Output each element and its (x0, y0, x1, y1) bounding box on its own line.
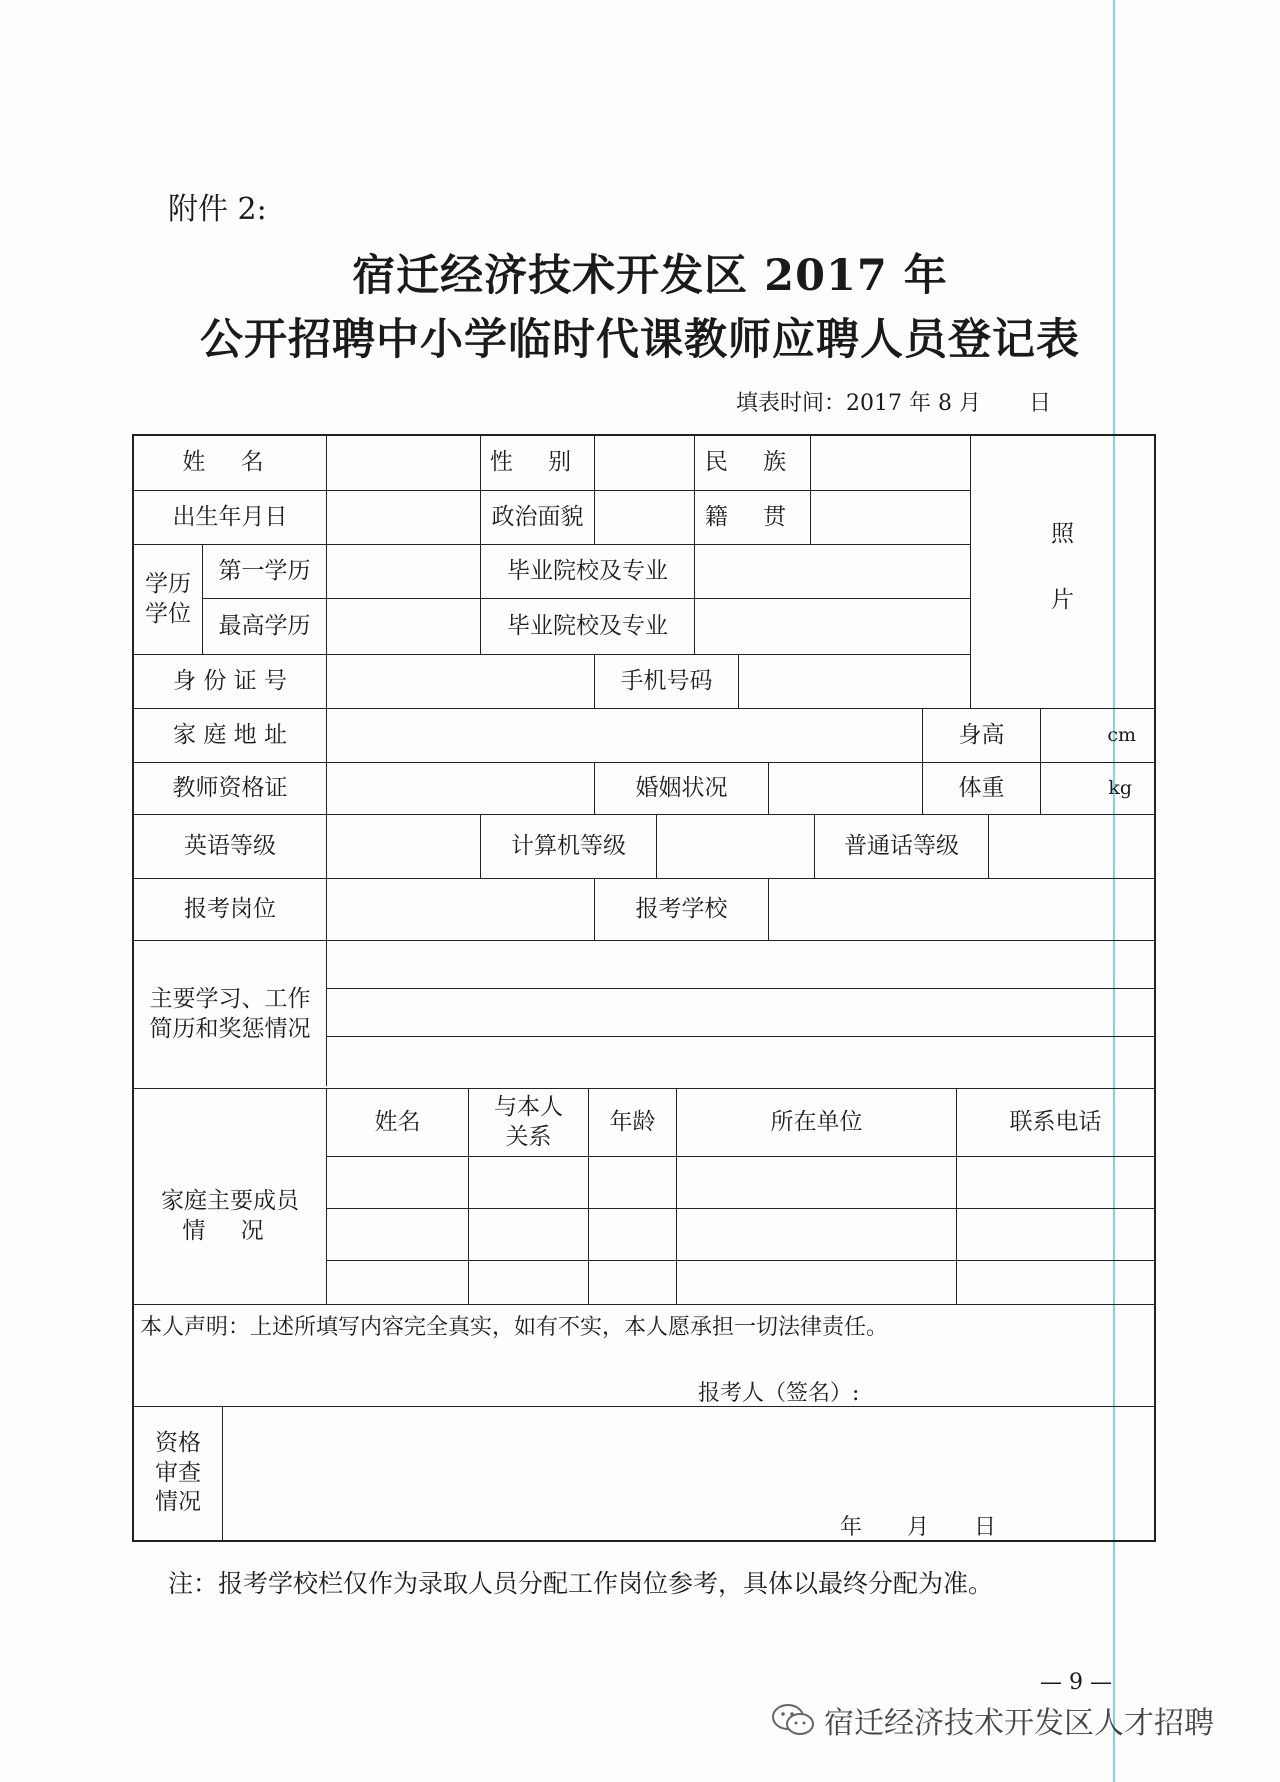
family-col-relation-1: 与本人 (494, 1093, 563, 1120)
label-review-3: 情况 (155, 1489, 201, 1516)
input-gender[interactable] (595, 436, 694, 490)
input-school-major-1[interactable] (695, 545, 970, 598)
signature-label: 报考人（签名）: (698, 1381, 860, 1406)
input-computer-level[interactable] (657, 815, 814, 878)
review-date: 年 月 日 (840, 1515, 996, 1540)
table-border-bottom (132, 1540, 1156, 1542)
watermark (770, 1698, 1214, 1742)
label-education-2: 学位 (145, 600, 191, 627)
input-address[interactable] (327, 709, 922, 762)
weight-unit: kg (1108, 777, 1132, 800)
form-title-line-1: 宿迁经济技术开发区 2017 年 (352, 251, 948, 301)
label-marital-status: 婚姻状况 (635, 774, 728, 801)
label-teacher-cert: 教师资格证 (172, 774, 288, 801)
fill-time (736, 386, 1051, 417)
label-school: 报考学校 (635, 895, 728, 922)
input-id-number[interactable] (327, 655, 594, 708)
label-family-1: 家庭主要成员 (161, 1187, 299, 1214)
label-family-2: 情 况 (182, 1217, 278, 1244)
watermark-text: 宿迁经济技术开发区人才招聘 (824, 1706, 1214, 1741)
photo-label-1: 照 (1051, 521, 1074, 548)
row-line (132, 1304, 1156, 1305)
height-unit: cm (1107, 724, 1136, 747)
family-col-age: 年龄 (609, 1108, 656, 1135)
family-col-name: 姓名 (374, 1108, 421, 1135)
input-native-place[interactable] (811, 491, 970, 544)
label-review-1: 资格 (155, 1429, 201, 1456)
family-col-relation (469, 1089, 588, 1156)
label-name: 姓 名 (182, 449, 278, 476)
label-ethnicity: 民 族 (704, 449, 801, 476)
label-education-1: 学历 (145, 570, 191, 597)
col-line (222, 1406, 223, 1540)
label-birth-date: 出生年月日 (172, 503, 288, 530)
label-native-place: 籍 贯 (704, 503, 801, 530)
input-phone[interactable] (739, 655, 970, 708)
label-english-level: 英语等级 (184, 832, 276, 859)
input-political-status[interactable] (595, 491, 694, 544)
family-col-contact: 联系电话 (1009, 1108, 1102, 1135)
label-post: 报考岗位 (184, 895, 276, 922)
input-post[interactable] (327, 879, 594, 940)
label-school-major-1: 毕业院校及专业 (507, 557, 668, 584)
photo-label-2: 片 (1051, 587, 1074, 614)
input-english-level[interactable] (327, 815, 480, 878)
input-school-major-2[interactable] (695, 599, 970, 654)
family-members-input[interactable] (327, 1157, 1154, 1304)
wechat-icon (770, 1702, 816, 1738)
label-address: 家 庭 地 址 (173, 721, 287, 748)
family-col-relation-2: 关系 (505, 1123, 552, 1150)
label-review-2: 审查 (155, 1459, 201, 1486)
attachment-label: 附件 2: (168, 192, 267, 227)
label-political-status: 政治面貌 (491, 503, 584, 530)
form-title-line-2: 公开招聘中小学临时代课教师应聘人员登记表 (200, 315, 1080, 365)
row-line (132, 1406, 1156, 1407)
label-highest-degree: 最高学历 (218, 612, 311, 639)
fill-time-prefix: 填表时间：2017 年 8 月 (736, 391, 981, 416)
label-family (134, 1089, 326, 1304)
input-teacher-cert[interactable] (327, 763, 594, 814)
label-gender: 性 别 (489, 449, 586, 476)
declaration-text: 本人声明：上述所填写内容完全真实，如有不实，本人愿承担一切法律责任。 (140, 1315, 889, 1340)
label-resume-1: 主要学习、工作 (149, 985, 311, 1012)
input-name[interactable] (327, 436, 480, 490)
family-col-employer: 所在单位 (770, 1108, 863, 1135)
page-number: — 9 — (1040, 1670, 1112, 1695)
input-ethnicity[interactable] (811, 436, 970, 490)
fill-time-suffix: 日 (1028, 391, 1051, 416)
label-height: 身高 (958, 721, 1005, 748)
label-review (134, 1407, 222, 1540)
input-marital-status[interactable] (769, 763, 922, 814)
footnote: 注：报考学校栏仅作为录取人员分配工作岗位参考，具体以最终分配为准。 (168, 1569, 994, 1598)
label-phone: 手机号码 (620, 667, 713, 694)
label-resume (134, 941, 326, 1088)
label-education (134, 545, 202, 654)
input-mandarin-level[interactable] (989, 815, 1154, 878)
label-mandarin-level: 普通话等级 (844, 832, 959, 859)
label-weight: 体重 (958, 774, 1005, 801)
input-school[interactable] (769, 879, 1154, 940)
label-resume-2: 简历和奖惩情况 (149, 1015, 311, 1042)
label-id-number: 身 份 证 号 (173, 667, 287, 694)
input-highest-degree[interactable] (327, 599, 480, 654)
label-first-degree: 第一学历 (218, 557, 311, 584)
input-birth-date[interactable] (327, 491, 480, 544)
input-resume[interactable] (327, 941, 1154, 1088)
input-first-degree[interactable] (327, 545, 480, 598)
label-school-major-2: 毕业院校及专业 (507, 612, 668, 639)
label-computer-level: 计算机等级 (511, 832, 626, 859)
